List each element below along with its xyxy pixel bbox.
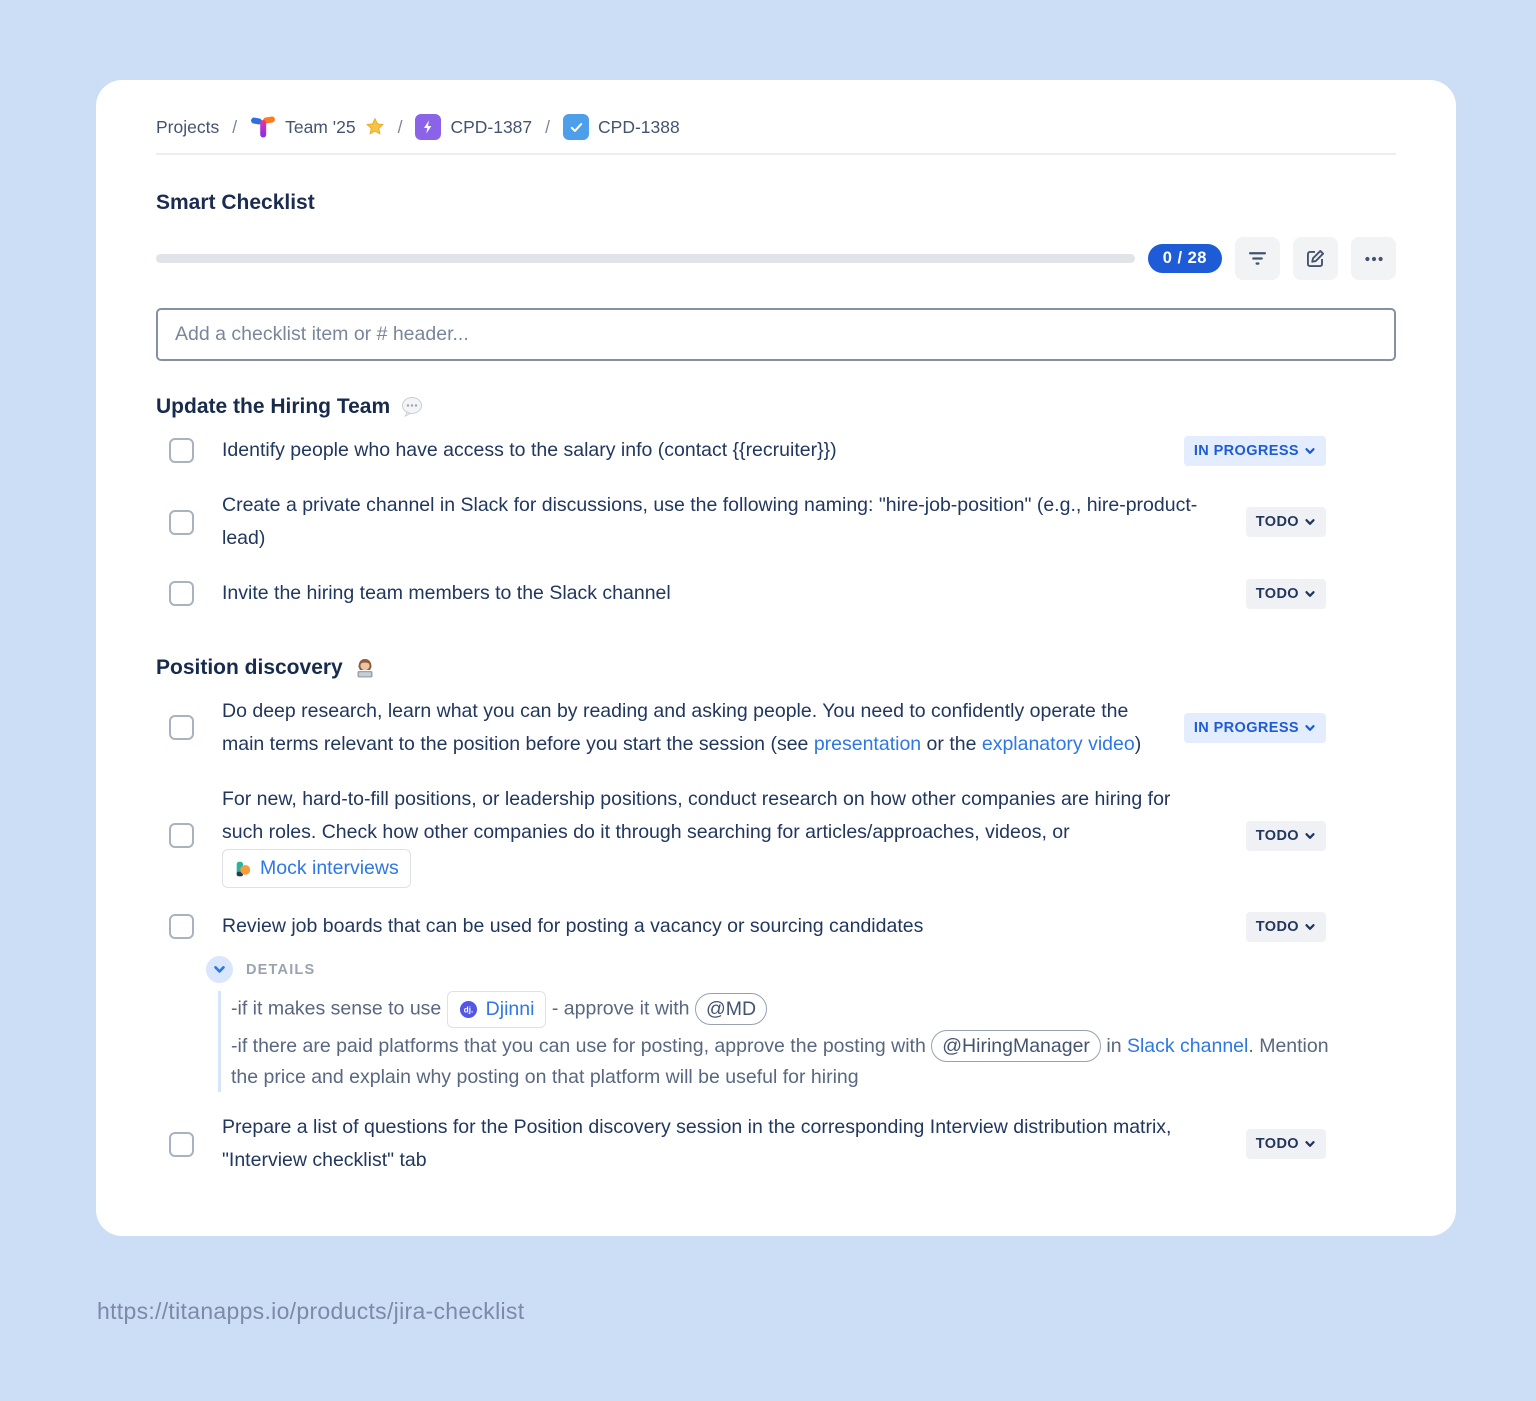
edit-button[interactable] [1293,237,1338,280]
djinni-link-chip[interactable] [447,991,547,1027]
breadcrumb-team[interactable] [250,114,384,140]
filter-icon [1247,248,1268,269]
section-header-update-hiring-team [156,395,1396,419]
status-label: TODO [1255,514,1299,531]
progress-bar [156,254,1135,263]
item3-status-dropdown[interactable] [1246,579,1326,609]
details-text: -if there are paid platforms that you can use for posting, approve the posting with [231,1034,932,1057]
item5-checkbox[interactable] [169,823,194,848]
item7-status-dropdown[interactable] [1246,1129,1326,1159]
djinni-logo-icon [459,1000,478,1019]
details-label: DETAILS [246,961,316,978]
details-line-2 [231,1030,1336,1092]
explanatory-video-link[interactable]: explanatory video [981,732,1135,755]
item7-text: Prepare a list of questions for the Position discovery session in the corresponding Interview distribution matrix, "Interview checklist" tab [222,1116,1172,1172]
hiring-manager-mention-token: @HiringManager [931,1030,1101,1062]
item1-checkbox[interactable] [169,438,194,463]
breadcrumb-issue-parent[interactable] [415,114,532,140]
details-line-1 [231,991,1336,1027]
progress-row [156,237,1396,280]
checklist-item [156,1100,1396,1188]
smart-checklist-panel [96,80,1456,1236]
checklist-item [156,566,1396,621]
breadcrumb-separator: / [232,116,238,137]
item2-checkbox[interactable] [169,510,194,535]
svg-text:dj.: dj. [463,1005,473,1015]
more-options-button[interactable] [1351,237,1396,280]
details-text: in [1100,1034,1127,1057]
breadcrumb-issue-current[interactable] [563,114,680,140]
item6-checkbox[interactable] [169,914,194,939]
status-label: TODO [1255,1136,1299,1153]
details-body [218,991,1336,1092]
item4-text-start: Do deep research, learn what you can by reading and asking people. You need to confidently operate the main terms relevant to the position before you start the session (see [222,699,1129,755]
checklist-item [156,478,1396,566]
section2-title: Position discovery [156,655,343,679]
checkbox-check-icon [563,114,589,140]
item5-text [222,783,1226,888]
checklist-item [156,899,1396,954]
details-text: - approve it with [546,997,695,1020]
djinni-label: Djinni [485,998,535,1021]
details-text: -if it makes sense to use [231,997,447,1020]
item2-status-dropdown[interactable] [1246,507,1326,537]
item1-text: Identify people who have access to the salary info (contact {{recruiter}}) [222,439,837,461]
status-label: TODO [1255,827,1299,844]
progress-count-badge: 0 / 28 [1148,244,1222,273]
status-label: TODO [1255,918,1299,935]
item1-status-dropdown[interactable] [1184,436,1326,466]
breadcrumb-separator: / [397,116,403,137]
breadcrumb-issue-parent-label: CPD-1387 [450,116,533,137]
breadcrumb [156,114,1396,140]
item4-status-dropdown[interactable] [1184,713,1326,743]
md-mention-token: @MD [695,993,767,1025]
slack-channel-link[interactable]: Slack channel [1126,1034,1249,1057]
item5-text-body: For new, hard-to-fill positions, or leadership positions, conduct research on how other companies are hiring for such roles. Check how other companies do it through searching for articles/approaches, videos, or [222,787,1171,843]
edit-icon [1305,248,1326,269]
item6-status-dropdown[interactable] [1246,912,1326,942]
chevron-down-icon [206,956,233,983]
presentation-link[interactable]: presentation [813,732,922,755]
item3-text: Invite the hiring team members to the Slack channel [222,582,671,605]
breadcrumb-separator: / [545,116,551,137]
item4-text-mid: or the [921,732,982,755]
section1-title: Update the Hiring Team [156,395,391,418]
item6-details [206,956,1396,1092]
source-url-caption: https://titanapps.io/products/jira-checklist [97,1298,525,1324]
item4-text [222,695,1184,761]
status-label: TODO [1255,585,1299,602]
checklist-item [156,684,1396,772]
item7-checkbox[interactable] [169,1132,194,1157]
mock-interviews-label: Mock interviews [260,857,399,880]
breadcrumb-team-label: Team '25 [285,116,356,137]
woman-technologist-icon [353,656,377,680]
lightning-bolt-icon [415,114,441,140]
item2-text: Create a private channel in Slack for discussions, use the following naming: "hire-job-position" (e.g., hire-product-lead) [222,494,1198,550]
speech-balloon-icon [400,395,424,419]
star-icon [365,117,385,137]
breadcrumb-issue-current-label: CPD-1388 [598,116,680,137]
breadcrumb-projects[interactable]: Projects [156,116,220,137]
filter-button[interactable] [1235,237,1280,280]
more-ellipsis-icon [1363,248,1385,270]
details-text: . Mention the price and explain why posting on that platform will be useful for hiring [231,1034,1329,1088]
mock-interviews-link-chip[interactable] [222,849,411,888]
status-label: IN PROGRESS [1193,719,1299,736]
item3-checkbox[interactable] [169,581,194,606]
page-title: Smart Checklist [156,191,315,214]
item5-status-dropdown[interactable] [1246,821,1326,851]
item4-checkbox[interactable] [169,715,194,740]
checklist-item [156,772,1396,899]
mock-interviews-logo-icon [234,860,252,878]
item6-text: Review job boards that can be used for posting a vacancy or sourcing candidates [222,915,924,938]
breadcrumb-divider [156,153,1396,155]
section-header-position-discovery [156,656,1396,680]
checklist-item [156,423,1396,478]
team-logo-icon [250,114,276,140]
add-checklist-item-input[interactable] [156,308,1396,361]
item4-text-end: ) [1134,732,1142,755]
details-toggle[interactable] [206,956,1396,983]
status-label: IN PROGRESS [1193,442,1299,459]
